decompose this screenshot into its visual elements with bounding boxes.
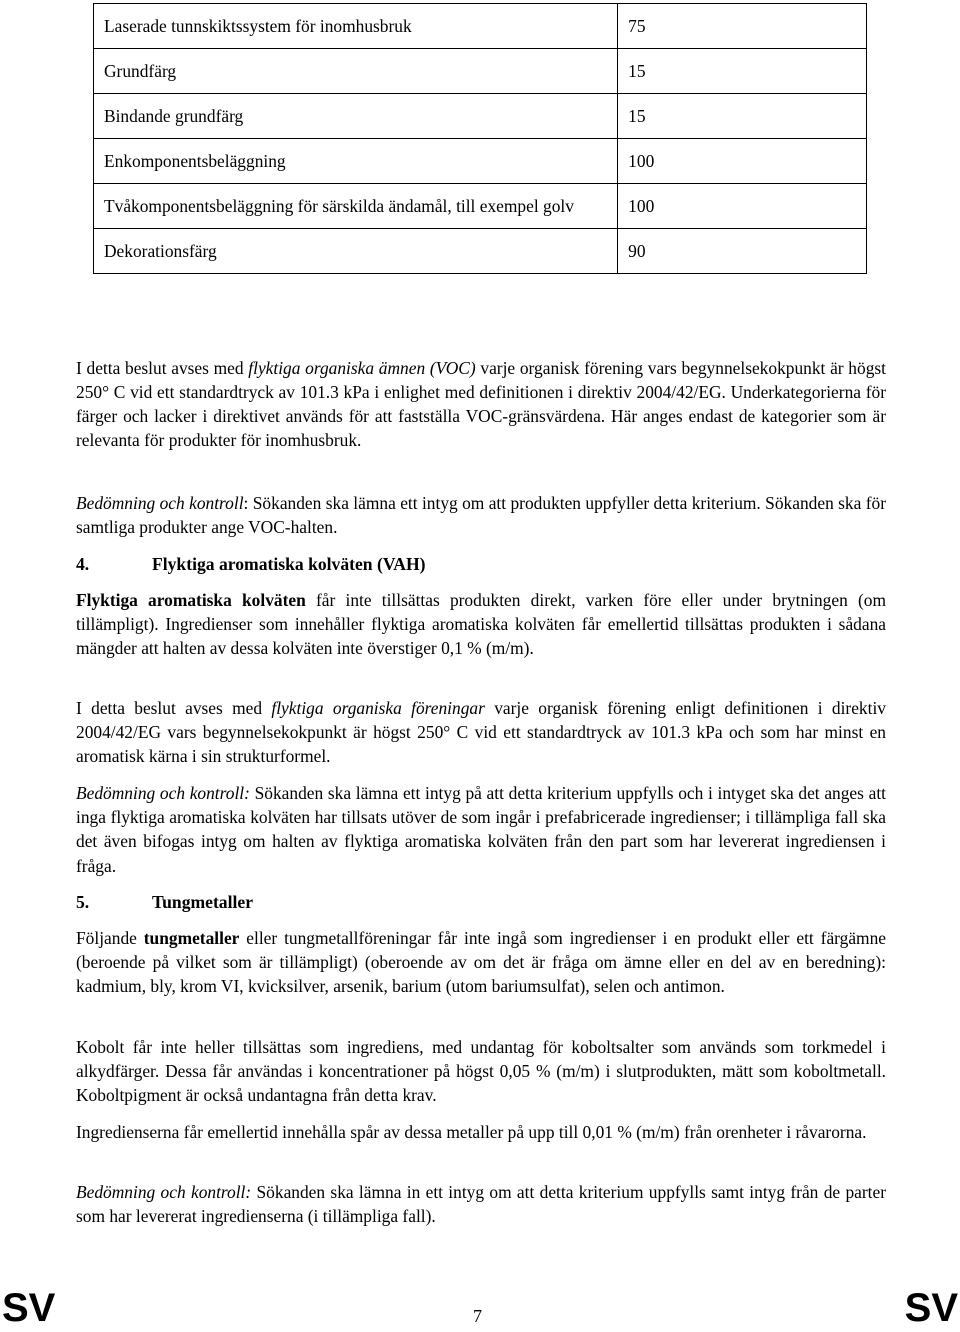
voc-limits-table [93,3,867,274]
table-row [94,94,867,139]
table-row [94,229,867,274]
vah-term: Flyktiga aromatiska kolväten [76,590,306,610]
assessment-text: Sökanden ska lämna ett intyg på att detta kriterium uppfylls och i intyget ska det anges att inga flyktiga aromatiska kolväten har tillsats utöver de som ingår i prefabricerade ingredienser; i tillämpliga fall ska det även bifogas intyg om halten av flyktiga aromatiska kolväten från den part som har levererat ingrediensen i fråga. [76,783,886,876]
section-4-paragraph-2 [76,696,886,769]
table-cell-value: 15 [618,49,867,94]
paragraph-text-a: I detta beslut avses med [76,698,272,718]
table-cell-value: 15 [618,94,867,139]
assessment-text: : Sökanden ska lämna ett intyg om att produkten uppfyller detta kriterium. Sökanden ska för samtliga produkter ange VOC-halten. [76,493,887,538]
voc-assessment-paragraph [76,491,886,539]
assessment-label: Bedömning och kontroll: [76,783,250,803]
section-5-paragraph-1 [76,926,886,999]
assessment-text: Sökanden ska lämna in ett intyg om att detta kriterium uppfylls samt intyg från de parter som har levererat ingredienserna (i tillämpliga fall). [76,1182,886,1227]
voc-definition-paragraph [76,356,886,452]
voc-definition-text-a: I detta beslut avses med [76,358,249,378]
section-number: 4. [76,554,90,574]
section-5-paragraph-3 [76,1120,886,1144]
section-4-assessment [76,781,886,878]
table-cell-category: Tvåkomponentsbeläggning för särskilda ändamål, till exempel golv [94,184,618,229]
section-5-assessment [76,1180,886,1228]
paragraph-text-a: Följande [76,928,144,948]
section-5-heading [76,890,253,914]
section-title: Tungmetaller [152,892,254,912]
voc-compounds-term: flyktiga organiska föreningar [271,698,485,718]
table-row [94,4,867,49]
table-row [94,49,867,94]
table-cell-category: Bindande grundfärg [94,94,618,139]
voc-term: flyktiga organiska ämnen (VOC) [248,358,476,378]
paragraph-text-b: varje organisk förening enligt definitionen i direktiv 2004/42/EG vars begynnelsekokpunkt är högst 250° C vid ett standardtryck av 101.3 kPa och som har minst en aromatisk kärna i sin strukturformel. [76,698,886,767]
paragraph-text: Ingredienserna får emellertid innehålla spår av dessa metaller på upp till 0,01 % (m/m) från orenheter i råvarorna. [76,1122,867,1142]
table-row [94,184,867,229]
table-cell-value: 90 [618,229,867,274]
section-5-paragraph-2 [76,1035,886,1108]
section-4-paragraph-1 [76,588,886,661]
table-cell-category: Dekorationsfärg [94,229,618,274]
table-cell-category: Enkomponentsbeläggning [94,139,618,184]
section-4-heading [76,552,426,576]
page-number: 7 [473,1306,482,1326]
table-cell-category: Laserade tunnskiktssystem för inomhusbruk [94,4,618,49]
footer-language-code-left: SV [2,1286,56,1330]
assessment-label: Bedömning och kontroll: [76,1182,252,1202]
table-cell-value: 75 [618,4,867,49]
voc-definition-text-b: varje organisk förening vars begynnelsekokpunkt är högst 250° C vid ett standardtryck av 101.3 kPa i enlighet med definitionen i direktiv 2004/42/EG. Underkategorierna för färger och lacker i direktivet används för att fastställa VOC-gränsvärdena. Här anges endast de kategorier som är relevanta för produkter för inomhusbruk. [76,358,886,451]
table-row [94,139,867,184]
paragraph-text: Kobolt får inte heller tillsättas som ingrediens, med undantag för koboltsalter som används som torkmedel i alkydfärger. Dessa får användas i koncentrationer på högst 0,05 % (m/m) i slutprodukten, mätt som koboltmetall. Koboltpigment är också undantagna från detta krav. [76,1037,886,1106]
table-cell-category: Grundfärg [94,49,618,94]
table-cell-value: 100 [618,184,867,229]
heavy-metals-term: tungmetaller [143,928,240,948]
paragraph-text: får inte tillsättas produkten direkt, varken före eller under brytningen (om tillämpligt). Ingredienser som innehåller flyktiga aromatiska kolväten får emellertid tillsättas produkten i sådana mängder att halten av dessa kolväten inte överstiger 0,1 % (m/m). [76,590,886,659]
footer-language-code-right: SV [904,1286,958,1330]
paragraph-text-b: eller tungmetallföreningar får inte ingå som ingredienser i en produkt eller ett färgämne (beroende på vilket som är tillämpligt) (oberoende av om det är fråga om ämne eller en del av en beredning): kadmium, bly, krom VI, kvicksilver, arsenik, barium (utom bariumsulfat), selen och antimon. [76,928,886,997]
table-cell-value: 100 [618,139,867,184]
section-number: 5. [76,892,90,912]
section-title: Flyktiga aromatiska kolväten (VAH) [152,554,426,574]
assessment-label: Bedömning och kontroll [76,493,244,513]
